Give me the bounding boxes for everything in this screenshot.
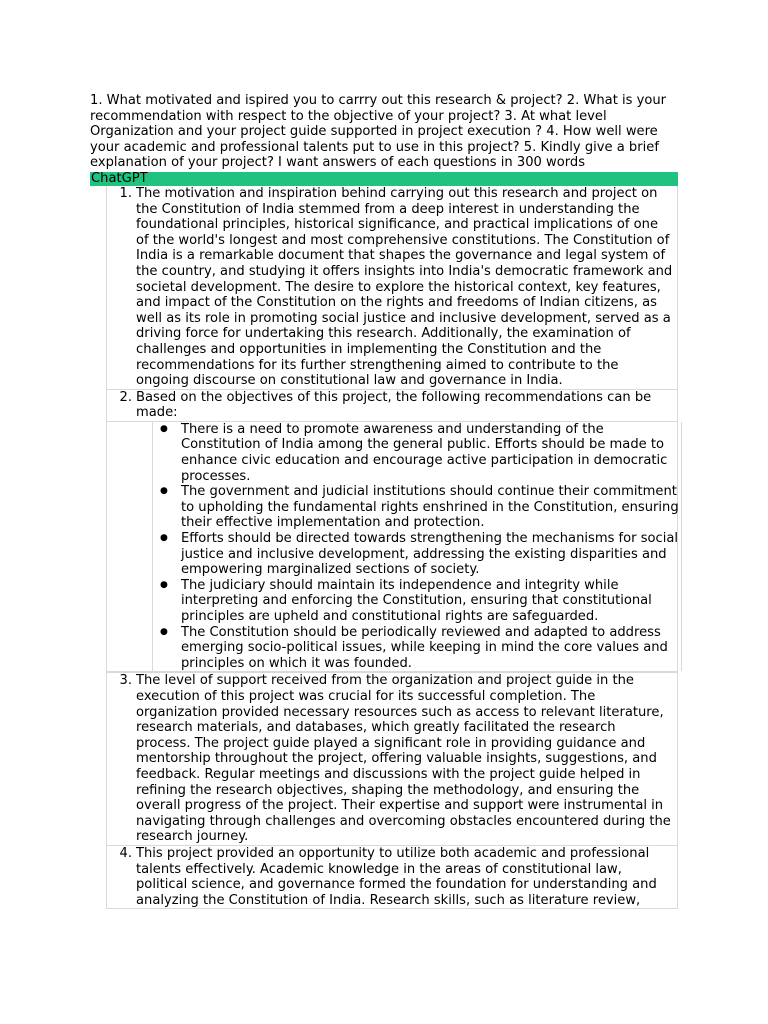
answer-number: 4.	[119, 845, 132, 861]
answer-list	[106, 186, 678, 909]
chatgpt-header-bar: ChatGPT	[90, 172, 678, 186]
recommendation-list	[152, 422, 682, 672]
answer-item-1	[106, 186, 678, 390]
list-item	[152, 422, 682, 484]
recommendation-wrapper	[107, 421, 678, 672]
recommendation-text: The Constitution should be periodically reviewed and adapted to address emerging socio-political issues, while keeping in mind the core values and principles on which it was founded.	[181, 624, 668, 671]
answer-item-4	[106, 846, 678, 909]
list-item	[152, 531, 682, 578]
bullet-icon: ●	[160, 486, 168, 497]
bullet-icon: ●	[160, 533, 168, 544]
answer-text: Based on the objectives of this project, the following recommendations can be made:	[136, 389, 652, 421]
list-item	[152, 578, 682, 625]
bullet-icon: ●	[160, 579, 168, 590]
document-page	[90, 93, 678, 909]
list-item	[152, 484, 682, 531]
list-item	[152, 625, 682, 672]
bullet-icon: ●	[160, 423, 168, 434]
question-paragraph: 1. What motivated and ispired you to carrry out this research & project? 2. What is your recommendation with respect to the objective of your project? 3. At what level Organization and your project guide supported in project execution ? 4. How well were your academic and professional talents put to use in this project? 5. Kindly give a brief explanation of your project? I want answers of each questions in 300 words	[90, 93, 667, 171]
recommendation-text: There is a need to promote awareness and understanding of the Constitution of India among the general public. Efforts should be made to enhance civic education and encourage active participation in democratic processes.	[181, 421, 668, 484]
answer-text: This project provided an opportunity to utilize both academic and professional talents effectively. Academic knowledge in the areas of constitutional law, political science, and governance formed the foundation for understanding and analyzing the Constitution of India. Research skills, such as literature review,	[136, 845, 657, 908]
answer-text: The level of support received from the organization and project guide in the execution of this project was crucial for its successful completion. The organization provided necessary resources such as access to relevant literature, research materials, and databases, which greatly facilitated the research process. The project guide played a significant role in providing guidance and mentorship throughout the project, offering valuable insights, suggestions, and feedback. Regular meetings and discussions with the project guide helped in refining the research objectives, shaping the methodology, and ensuring the overall progress of the project. Their expertise and support were instrumental in navigating through challenges and overcoming obstacles encountered during the research journey.	[136, 673, 671, 845]
answer-number: 2.	[119, 389, 132, 405]
recommendation-text: Efforts should be directed towards strengthening the mechanisms for social justice and inclusive development, addressing the existing disparities and empowering marginalized sections of society.	[181, 531, 679, 578]
recommendation-text: The judiciary should maintain its independence and integrity while interpreting and enforcing the Constitution, ensuring that constitutional principles are upheld and constitutional rights are safeguarded.	[181, 577, 652, 624]
answer-item-3	[106, 672, 678, 846]
recommendation-text: The government and judicial institutions should continue their commitment to upholding the fundamental rights enshrined in the Constitution, ensuring their effective implementation and protection.	[181, 484, 679, 531]
answer-text: The motivation and inspiration behind carrying out this research and project on the Constitution of India stemmed from a deep interest in understanding the foundational principles, historical significance, and practical implications of one of the world's longest and most comprehensive constitutions. The Constitution of India is a remarkable document that shapes the governance and legal system of the country, and studying it offers insights into India's democratic framework and societal development. The desire to explore the historical context, key features, and impact of the Constitution on the rights and freedoms of Indian citizens, as well as its role in promoting social justice and inclusive development, served as a driving force for undertaking this research. Additionally, the examination of challenges and opportunities in implementing the Constitution and the recommendations for its further strengthening aimed to contribute to the ongoing discourse on constitutional law and governance in India.	[136, 185, 673, 389]
answer-number: 3.	[119, 673, 132, 689]
answer-number: 1.	[119, 185, 132, 201]
bullet-icon: ●	[160, 626, 168, 637]
answer-item-2	[106, 390, 678, 673]
